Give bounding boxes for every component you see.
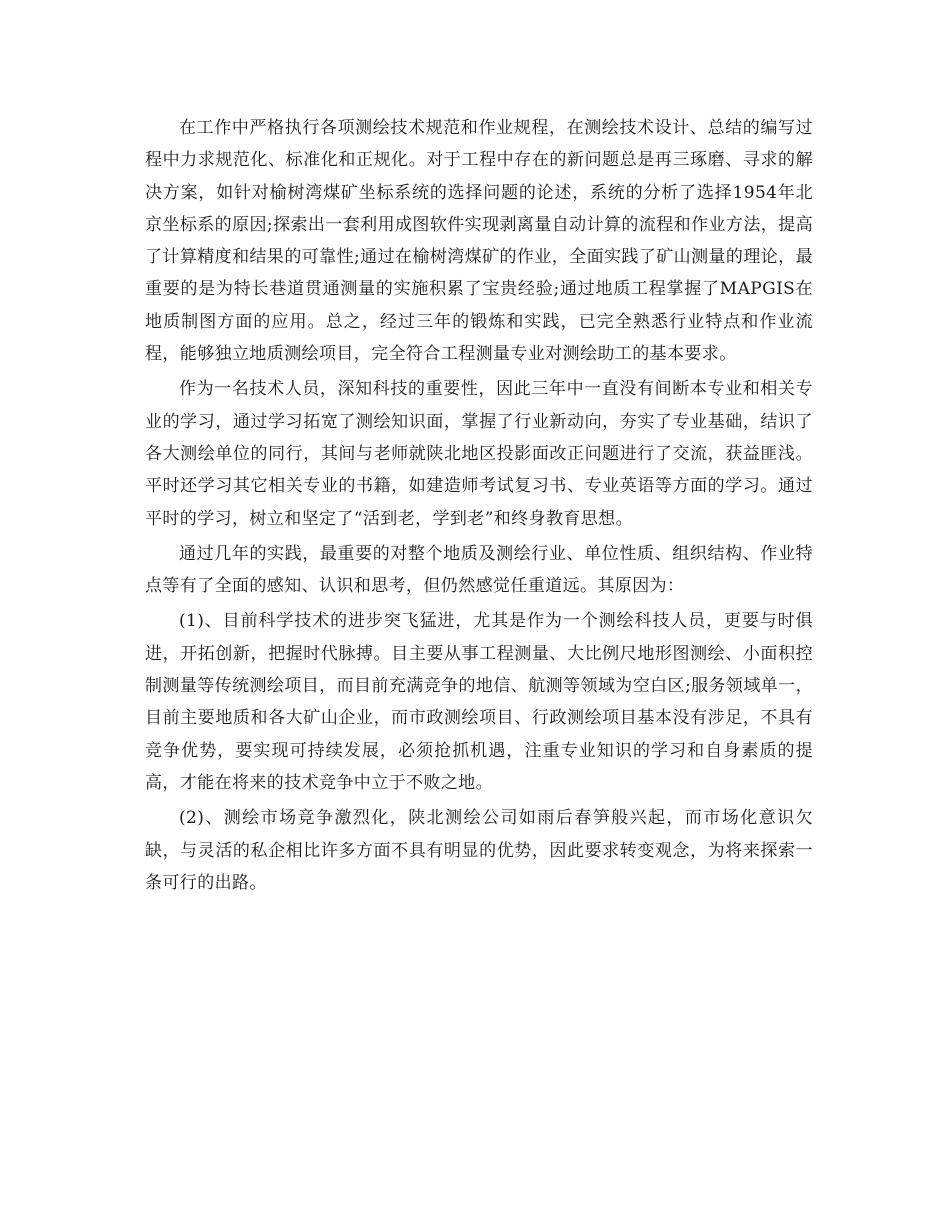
- paragraph-study: 作为一名技术人员，深知科技的重要性，因此三年中一直没有间断本专业和相关专业的学习，通过学习拓宽了测绘知识面，掌握了行业新动向，夯实了专业基础，结识了各大测绘单位的同行，其间与老师就陕北地区投影面改正问题进行了交流，获益匪浅。平时还学习其它相关专业的书籍，如建造师考试复习书、专业英语等方面的学习。通过平时的学习，树立和坚定了“活到老，学到老”和终身教育思想。: [145, 379, 813, 529]
- paragraph-practice: 通过几年的实践，最重要的对整个地质及测绘行业、单位性质、组织结构、作业特点等有了全面的感知、认识和思考，但仍然感觉任重道远。其原因为：: [145, 543, 813, 597]
- paragraph-work-standards: 在工作中严格执行各项测绘技术规范和作业规程，在测绘技术设计、总结的编写过程中力求规范化、标准化和正规化。对于工程中存在的新问题总是再三琢磨、寻求的解决方案，如针对榆树湾煤矿坐标系统的选择问题的论述，系统的分析了选择1954年北京坐标系的原因;探索出一套利用成图软件实现剥离量自动计算的流程和作业方法，提高了计算精度和结果的可靠性;通过在榆树湾煤矿的作业，全面实践了矿山测量的理论，最重要的是为特长巷道贯通测量的实施积累了宝贵经验;通过地质工程掌握了MAPGIS在地质制图方面的应用。总之，经过三年的锻炼和实践，已完全熟悉行业特点和作业流程，能够独立地质测绘项目，完全符合工程测量专业对测绘助工的基本要求。: [145, 118, 813, 365]
- paragraph-reason-2: (2)、测绘市场竞争激烈化，陕北测绘公司如雨后春笋般兴起，而市场化意识欠缺，与灵活的私企相比许多方面不具有明显的优势，因此要求转变观念，为将来探索一条可行的出路。: [145, 808, 813, 893]
- paragraph-reason-1: (1)、目前科学技术的进步突飞猛进，尤其是作为一个测绘科技人员，更要与时俱进，开拓创新，把握时代脉搏。目主要从事工程测量、大比例尺地形图测绘、小面积控制测量等传统测绘项目，而目前充满竞争的地信、航测等领域为空白区;服务领域单一，目前主要地质和各大矿山企业，而市政测绘项目、行政测绘项目基本没有涉足，不具有竞争优势，要实现可持续发展，必须抢抓机遇，注重专业知识的学习和自身素质的提高，才能在将来的技术竞争中立于不败之地。: [145, 611, 813, 793]
- document-body: [145, 112, 813, 902]
